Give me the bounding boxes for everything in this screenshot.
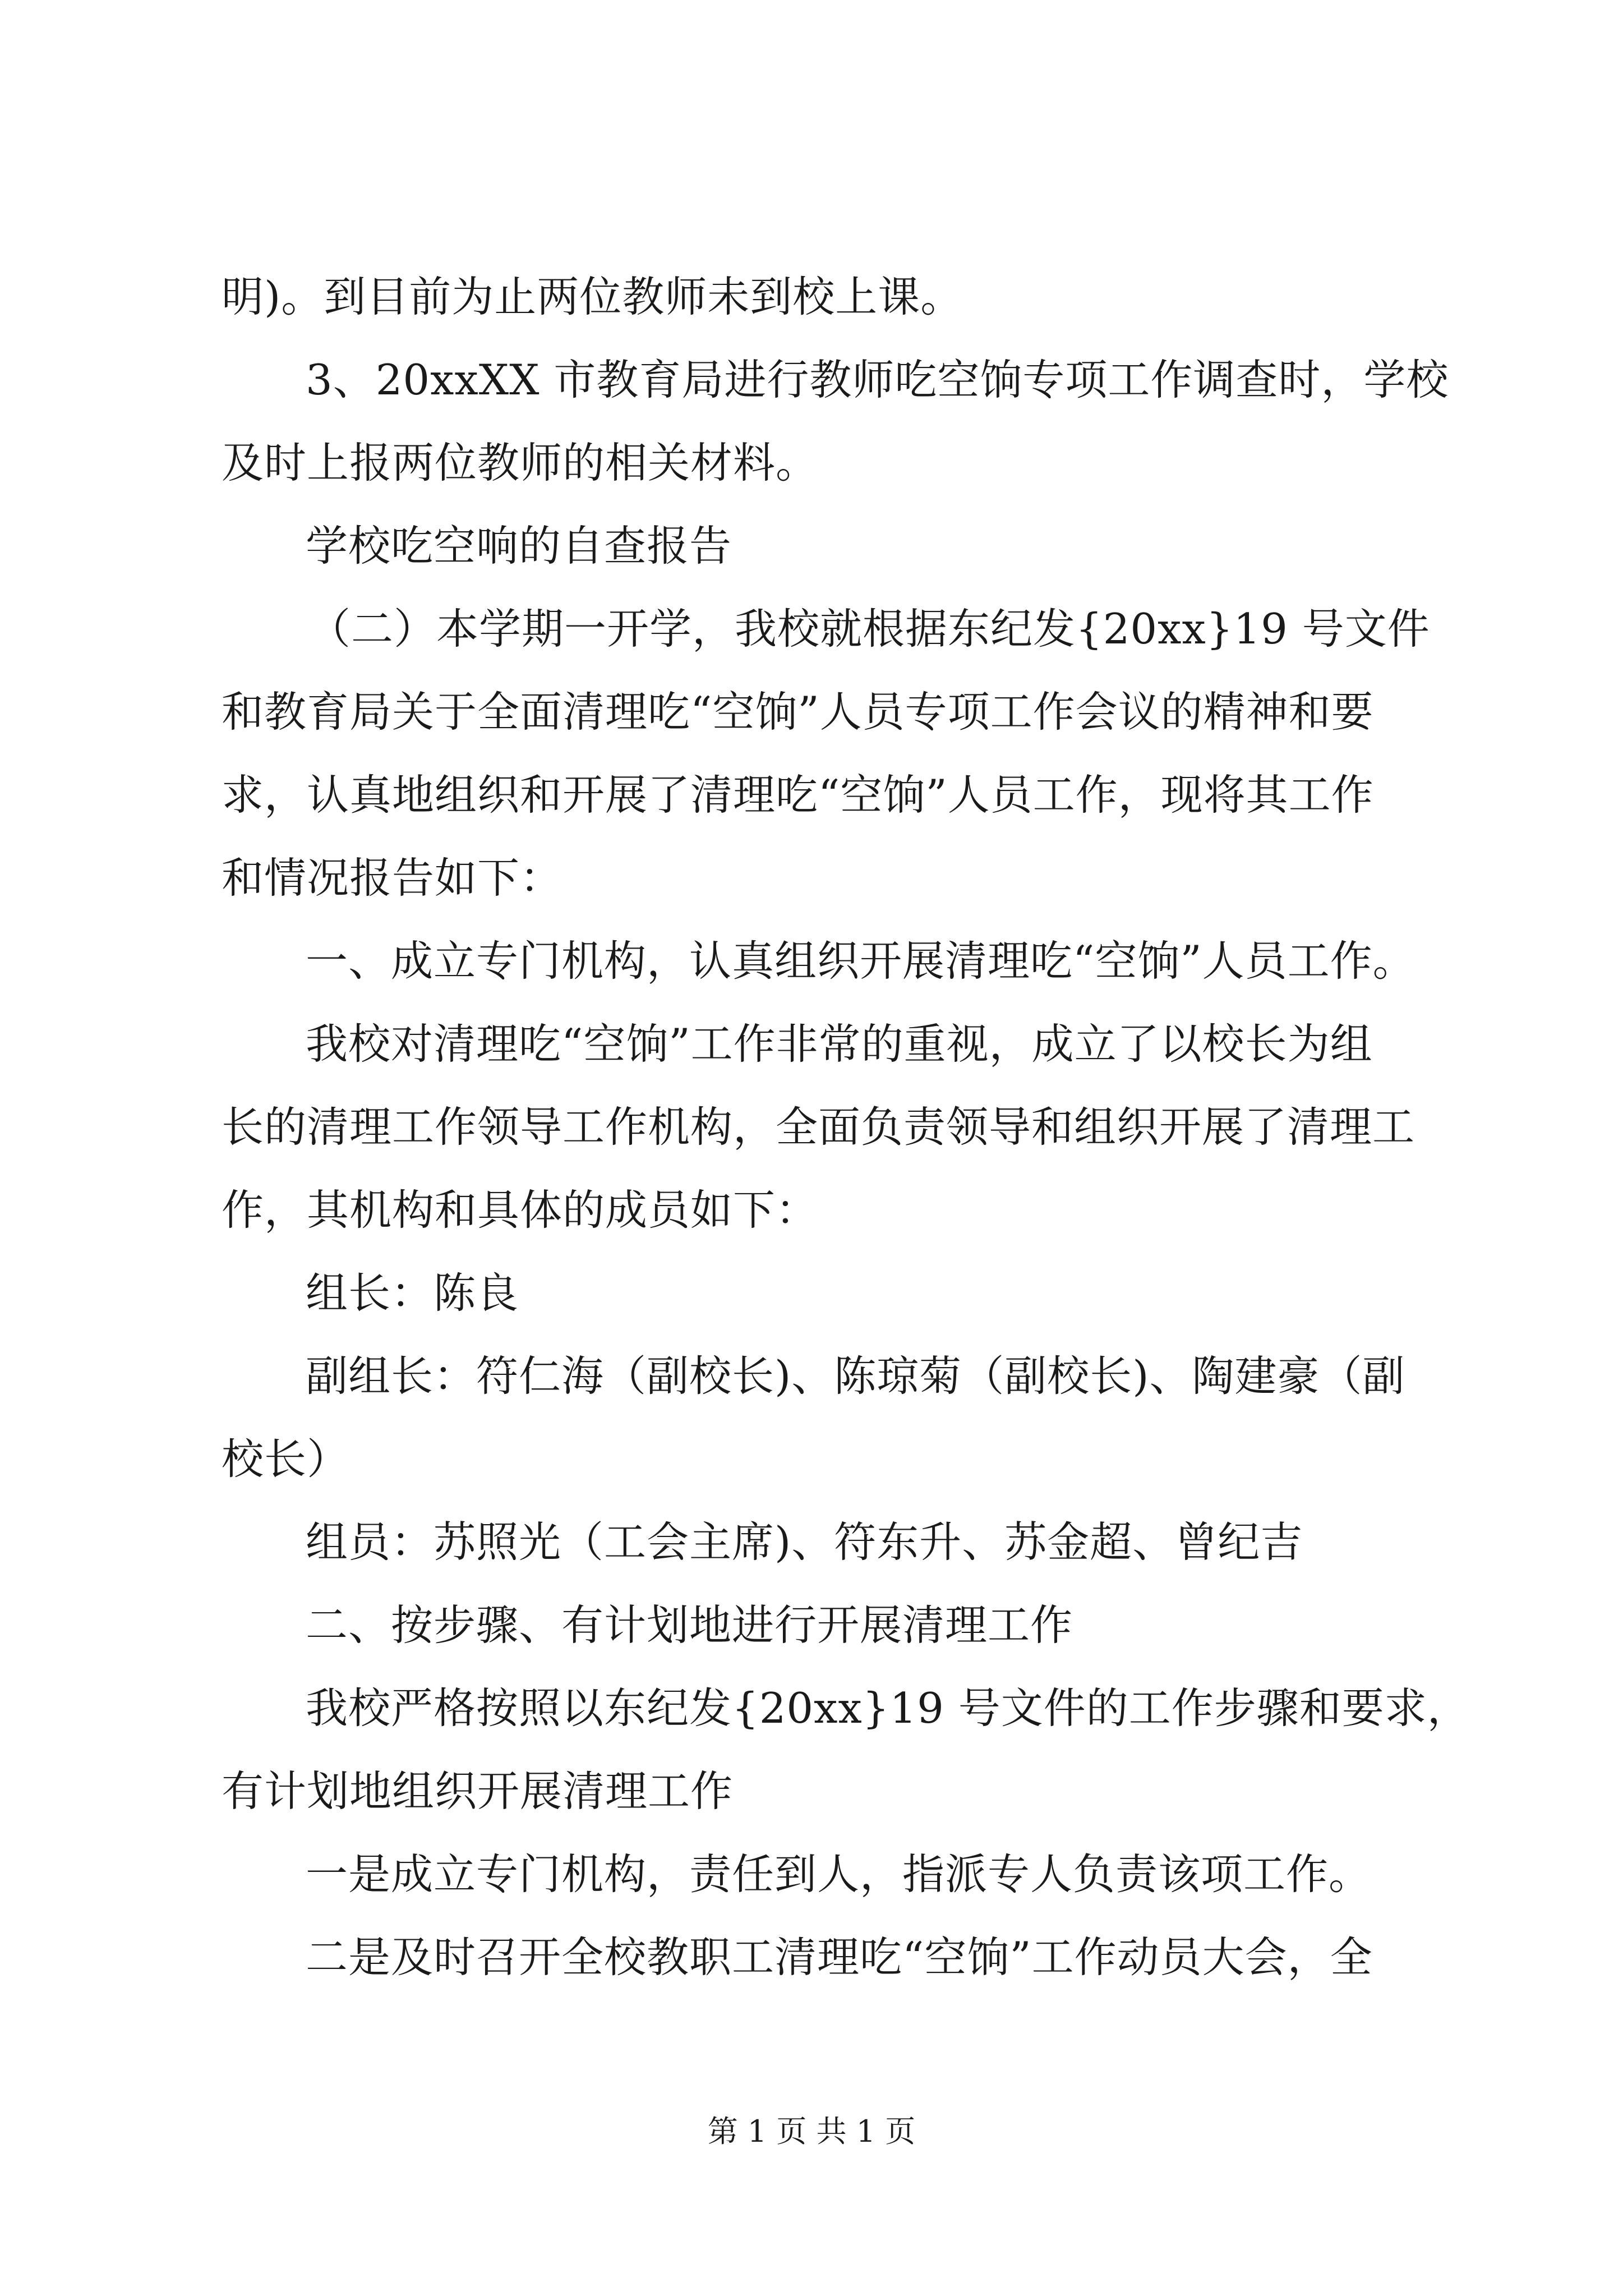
text-line: 组长：陈良	[306, 1268, 519, 1318]
text-line: 求，认真地组织和开展了清理吃“空饷”人员工作，现将其工作	[222, 770, 1374, 820]
text-line: 长的清理工作领导工作机构，全面负责领导和组织开展了清理工	[222, 1102, 1415, 1152]
text-line: 作，其机构和具体的成员如下：	[222, 1185, 819, 1235]
text-line: 和教育局关于全面清理吃“空饷”人员专项工作会议的精神和要	[222, 687, 1374, 737]
text-line: 校长）	[222, 1434, 350, 1484]
text-line: 副组长：符仁海（副校长)、陈琼菊（副校长)、陶建豪（副	[306, 1351, 1405, 1401]
page-footer: 第 1 页 共 1 页	[707, 2114, 916, 2149]
text-line: 一是成立专门机构，责任到人，指派专人负责该项工作。	[306, 1849, 1372, 1899]
text-line: 明)。到目前为止两位教师未到校上课。	[222, 272, 963, 321]
text-line: 我校对清理吃“空饷”工作非常的重视，成立了以校长为组	[306, 1019, 1373, 1069]
text-line: 一、成立专门机构，认真组织开展清理吃“空饷”人员工作。	[306, 936, 1415, 986]
text-line: 我校严格按照以东纪发{20xx}19 号文件的工作步骤和要求，	[306, 1683, 1470, 1733]
text-line: 和情况报告如下：	[222, 853, 563, 903]
text-line: 组员：苏照光（工会主席)、符东升、苏金超、曾纪吉	[306, 1517, 1303, 1567]
text-line: 及时上报两位教师的相关材料。	[222, 438, 819, 487]
text-line: 二、按步骤、有计划地进行开展清理工作	[306, 1600, 1073, 1650]
text-line: （二）本学期一开学，我校就根据东纪发{20xx}19 号文件	[308, 604, 1430, 654]
text-line: 3、20xxXX 市教育局进行教师吃空饷专项工作调查时，学校	[306, 355, 1449, 404]
text-line: 有计划地组织开展清理工作	[222, 1766, 734, 1816]
text-line: 二是及时召开全校教职工清理吃“空饷”工作动员大会，全	[306, 1932, 1373, 1982]
text-line: 学校吃空响的自查报告	[306, 521, 732, 570]
